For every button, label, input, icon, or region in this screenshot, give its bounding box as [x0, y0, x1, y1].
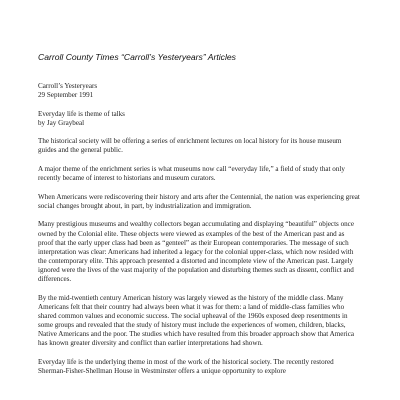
paragraph: By the mid-twentieth century American history was largely viewed as the history of the middle class. Many Americans felt that their country had always been what it was for them: a land of middle-class families who shared common values and economic success. The social upheaval of the 1960s exposed deep resentments in some groups and revealed that the study of history must include the experiences of women, children, blacks, Native Americans and the poor. The studies which have resulted from this broader approach show that America has known greater diversity and conflict than earlier interpretations had shown.	[38, 293, 355, 348]
article-heading	[38, 110, 360, 128]
page-header: Carroll County Times “Carroll’s Yesteryears” Articles	[38, 52, 236, 62]
paragraph: Everyday life is the underlying theme in most of the work of the historical society. The recently restored Sherman-Fisher-Shellman House in Westminster offers a unique opportunity to explore	[38, 357, 334, 375]
paragraph: The historical society will be offering a series of enrichment lectures on local history for its house museum guides and the general public.	[38, 137, 342, 155]
column-info	[38, 82, 360, 100]
paragraph: When Americans were rediscovering their history and arts after the Centennial, the nation was experiencing great social changes brought about, in part, by industrialization and immigration.	[38, 192, 360, 210]
paragraph: Many prestigious museums and wealthy collectors began accumulating and displaying “beautiful” objects once owned by the Colonial elite. These objects were viewed as examples of the best of the American past and as proof that the early upper class had been as “genteel” as their European contemporaries. The message of such interpretation was clear: Americans had inherited a legacy for the colonial upper-class, which now resided with the contemporary elite. This approach presented a distorted and incomplete view of the American past. Largely ignored were the lives of the vast majority of the population and disturbing themes such as dissent, conflict and differences.	[38, 220, 354, 283]
article-date: 29 September 1991	[38, 91, 94, 100]
article-byline: by Jay Graybeal	[38, 118, 85, 127]
column-name: Carroll’s Yesteryears	[38, 82, 98, 90]
article-title: Everyday life is theme of talks	[38, 109, 125, 118]
article-body	[38, 82, 360, 385]
paragraph: A major theme of the enrichment series is what museums now call “everyday life,” a field of study that only recently became of interest to historians and museum curators.	[38, 165, 345, 183]
